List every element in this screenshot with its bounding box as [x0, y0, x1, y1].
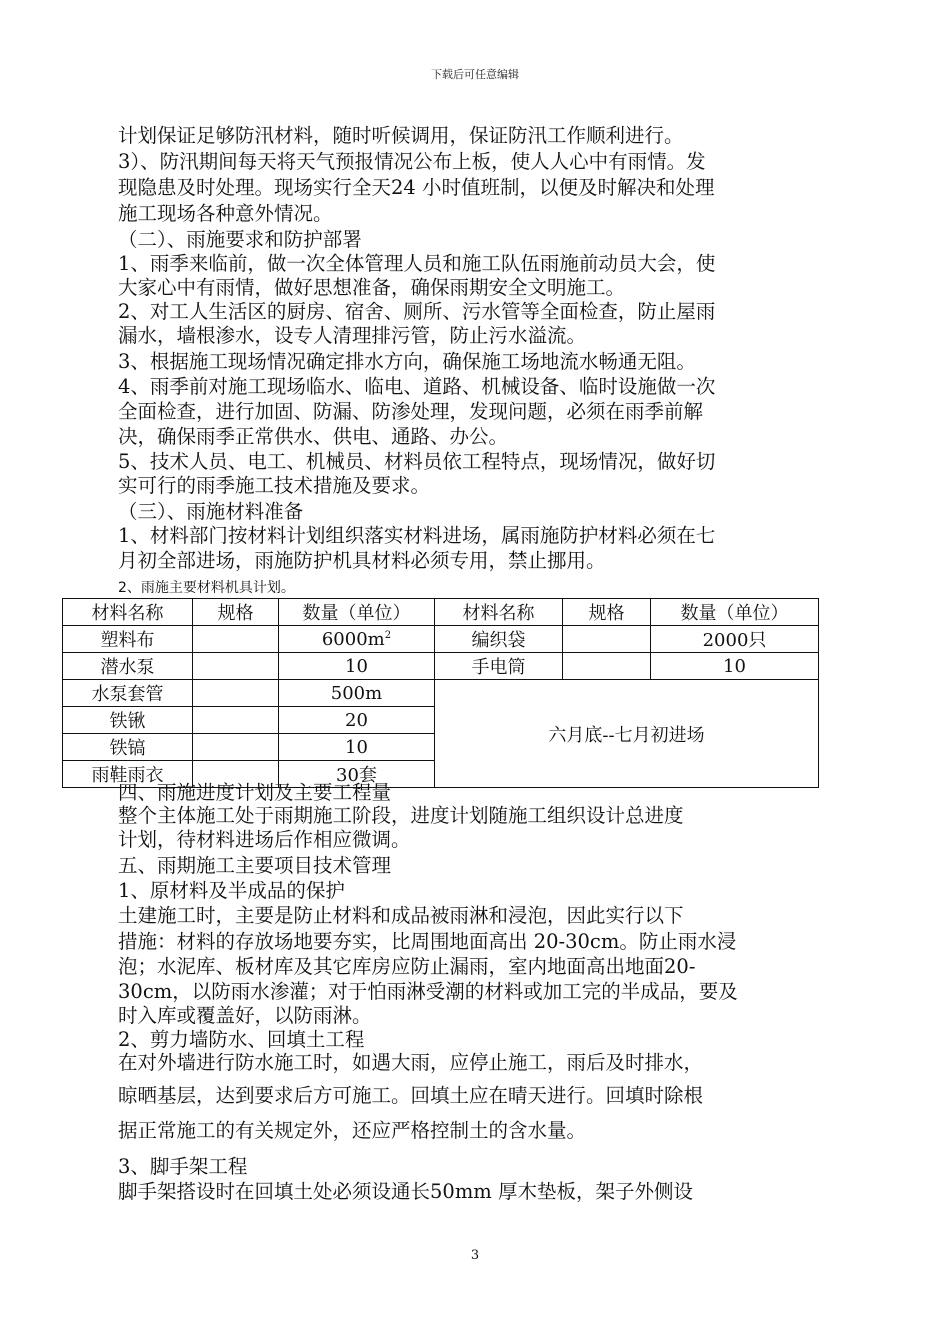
cell [193, 734, 279, 761]
subsection-heading: 2、剪力墙防水、回填土工程 [118, 1028, 365, 1051]
text-line: 计划保证足够防汛材料，随时听候调用，保证防汛工作顺利进行。 [118, 124, 684, 147]
table-caption: 2、雨施主要材料机具计划。 [118, 580, 295, 596]
cell: 10 [279, 734, 435, 761]
cell: 潜水泵 [63, 653, 193, 680]
table-row [63, 626, 819, 653]
cell: 雨鞋雨衣 [63, 761, 193, 788]
header-cell: 材料名称 [435, 599, 563, 626]
section-heading: 四、雨施进度计划及主要工程量 [118, 781, 392, 804]
text-line: 晾晒基层，达到要求后方可施工。回填土应在晴天进行。回填时除根 [118, 1084, 704, 1107]
cell: 20 [279, 707, 435, 734]
header-cell: 材料名称 [63, 599, 193, 626]
cell: 10 [651, 653, 819, 680]
text-line: 据正常施工的有关规定外，还应严格控制土的含水量。 [118, 1119, 587, 1142]
cell: 编织袋 [435, 626, 563, 653]
section-heading: （二）、雨施要求和防护部署 [118, 228, 362, 251]
table-row [63, 653, 819, 680]
cell [563, 626, 651, 653]
text-line: 4、雨季前对施工现场临水、临电、道路、机械设备、临时设施做一次 [118, 375, 716, 398]
table-header-row [63, 599, 819, 626]
materials-table [62, 598, 819, 788]
text-line: 现隐患及时处理。现场实行全天24 小时值班制，以便及时解决和处理 [118, 176, 715, 199]
cell: 铁锹 [63, 707, 193, 734]
text-line: 3）、防汛期间每天将天气预报情况公布上板，使人人心中有雨情。发 [118, 150, 706, 173]
page-header-note: 下载后可任意编辑 [431, 68, 519, 81]
cell [193, 680, 279, 707]
text-line: 5、技术人员、电工、机械员、材料员依工程特点，现场情况，做好切 [118, 450, 716, 473]
text-line: 月初全部进场，雨施防护机具材料必须专用，禁止挪用。 [118, 549, 606, 572]
cell [193, 707, 279, 734]
section-heading: （三）、雨施材料准备 [118, 500, 304, 523]
cell: 手电筒 [435, 653, 563, 680]
cell: 30套 [279, 761, 435, 788]
cell [193, 626, 279, 653]
header-cell: 数量（单位） [279, 599, 435, 626]
subsection-heading: 3、脚手架工程 [118, 1155, 248, 1178]
text-line: 时入库或覆盖好，以防雨淋。 [118, 1004, 372, 1027]
section-heading: 五、雨期施工主要项目技术管理 [118, 854, 392, 877]
subsection-heading: 1、原材料及半成品的保护 [118, 879, 345, 902]
cell [279, 626, 435, 653]
text-line: 30cm，以防雨水渗灌；对于怕雨淋受潮的材料或加工完的半成品，要及 [118, 980, 738, 1003]
text-line: 泡；水泥库、板材库及其它库房应防止漏雨，室内地面高出地面20- [118, 955, 696, 978]
text-line: 全面检查，进行加固、防漏、防渗处理，发现问题，必须在雨季前解 [118, 400, 704, 423]
cell-value: 6000m [321, 628, 385, 650]
cell: 10 [279, 653, 435, 680]
unit-superscript: 2 [384, 629, 392, 641]
page-number: 3 [470, 1248, 480, 1263]
table-row [63, 680, 819, 707]
cell [193, 653, 279, 680]
header-cell: 数量（单位） [651, 599, 819, 626]
cell: 2000只 [651, 626, 819, 653]
text-line: 计划，待材料进场后作相应微调。 [118, 828, 411, 851]
cell: 500m [279, 680, 435, 707]
cell: 塑料布 [63, 626, 193, 653]
text-line: 脚手架搭设时在回填土处必须设通长50mm 厚木垫板，架子外侧设 [118, 1180, 693, 1203]
text-line: 土建施工时，主要是防止材料和成品被雨淋和浸泡，因此实行以下 [118, 904, 684, 927]
cell [563, 653, 651, 680]
text-line: 决，确保雨季正常供水、供电、通路、办公。 [118, 425, 509, 448]
text-line: 1、雨季来临前，做一次全体管理人员和施工队伍雨施前动员大会，使 [118, 252, 716, 275]
text-line: 措施：材料的存放场地要夯实，比周围地面高出 20-30cm。防止雨水浸 [118, 930, 737, 953]
merged-note-cell: 六月底--七月初进场 [435, 680, 819, 788]
text-line: 漏水，墙根渗水，设专人清理排污管，防止污水溢流。 [118, 324, 587, 347]
text-line: 整个主体施工处于雨期施工阶段，进度计划随施工组织设计总进度 [118, 804, 684, 827]
header-cell: 规格 [563, 599, 651, 626]
text-line: 3、根据施工现场情况确定排水方向，确保施工场地流水畅通无阻。 [118, 350, 696, 373]
text-line: 大家心中有雨情，做好思想准备，确保雨期安全文明施工。 [118, 276, 626, 299]
text-line: 1、材料部门按材料计划组织落实材料进场，属雨施防护材料必须在七 [118, 524, 716, 547]
text-line: 施工现场各种意外情况。 [118, 202, 333, 225]
cell: 水泵套管 [63, 680, 193, 707]
text-line: 实可行的雨季施工技术措施及要求。 [118, 474, 431, 497]
text-line: 在对外墙进行防水施工时，如遇大雨，应停止施工，雨后及时排水， [118, 1051, 704, 1074]
header-cell: 规格 [193, 599, 279, 626]
cell: 铁镐 [63, 734, 193, 761]
text-line: 2、对工人生活区的厨房、宿舍、厕所、污水管等全面检查，防止屋雨 [118, 300, 716, 323]
